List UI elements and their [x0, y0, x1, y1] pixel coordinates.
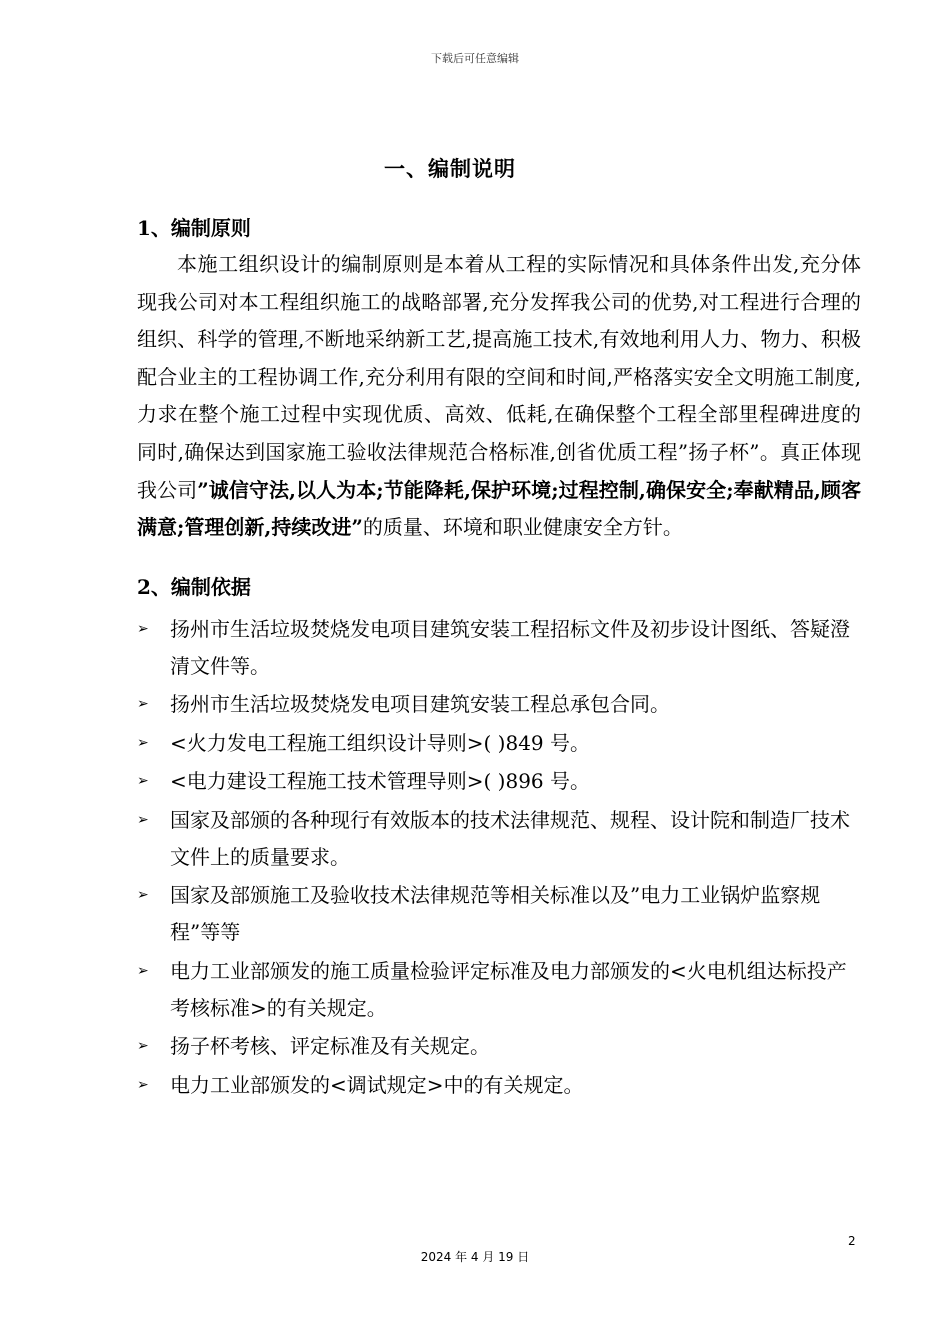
list-item-text: 国家及部颁的各种现行有效版本的技术法律规范、规程、设计院和制造厂技术文件上的质量要求。	[170, 807, 850, 869]
footer-date: 2024 年 4 月 19 日	[420, 1250, 530, 1264]
list-item-text: 电力工业部颁发的施工质量检验评定标准及电力部颁发的<火电机组达标投产考核标准>的有关规定。	[170, 958, 847, 1020]
list-item-text: 扬州市生活垃圾焚烧发电项目建筑安装工程招标文件及初步设计图纸、答疑澄清文件等。	[170, 616, 850, 678]
list-item-text: <火力发电工程施工组织设计导则>( )849 号。	[170, 730, 591, 755]
list-item	[137, 802, 861, 876]
list-item	[137, 611, 861, 685]
principles-paragraph	[137, 246, 861, 547]
document-title: 一、编制说明	[384, 156, 516, 181]
list-item-text: 国家及部颁施工及验收技术法律规范等相关标准以及”电力工业锅炉监察规程”等等	[170, 883, 821, 945]
arrow-bullet-icon: ➢	[137, 962, 149, 979]
list-item	[137, 1028, 861, 1065]
arrow-bullet-icon: ➢	[137, 773, 149, 790]
list-item	[137, 877, 861, 951]
document-body	[137, 210, 861, 1105]
list-item-text: 扬州市生活垃圾焚烧发电项目建筑安装工程总承包合同。	[170, 692, 670, 717]
section-heading-principles: 1、编制原则	[137, 216, 251, 240]
arrow-bullet-icon: ➢	[137, 811, 149, 828]
list-item	[137, 725, 861, 762]
list-item	[137, 1067, 861, 1104]
arrow-bullet-icon: ➢	[137, 1076, 149, 1093]
arrow-bullet-icon: ➢	[137, 734, 149, 751]
list-item	[137, 953, 861, 1027]
list-item-text: <电力建设工程施工技术管理导则>( )896 号。	[170, 769, 591, 794]
list-item	[137, 686, 861, 723]
arrow-bullet-icon: ➢	[137, 620, 149, 637]
basis-list	[137, 611, 861, 1104]
page-number: 2	[848, 1234, 856, 1248]
list-item-text: 扬子杯考核、评定标准及有关规定。	[170, 1034, 490, 1059]
principles-text: 本施工组织设计的编制原则是本着从工程的实际情况和具体条件出发,充分体现我公司对本工程组织施工的战略部署,充分发挥我公司的优势,对工程进行合理的组织、科学的管理,不断地采纳新工艺,提高施工技术,有效地利用人力、物力、积极配合业主的工程协调工作,充分利用有限的空间和时间,严格落实安全文明施工制度,力求在整个施工过程中实现优质、高效、低耗,在确保整个工程全部里程碑进度的同时,确保达到国家施工验收法律规范合格标准,创省优质工程”扬子杯”。真正体现我公司	[137, 252, 861, 502]
list-item	[137, 763, 861, 800]
list-item-text: 电力工业部颁发的<调试规定>中的有关规定。	[170, 1072, 584, 1097]
section-heading-basis: 2、编制依据	[137, 574, 251, 599]
arrow-bullet-icon: ➢	[137, 1038, 149, 1055]
principles-motto: ”诚信守法,以人为本;节能降耗,保护环境;过程控制,确保安全;奉献精品,顾客满意;管理创新,持续改进”	[137, 477, 861, 540]
principles-text-end: 的质量、环境和职业健康安全方针。	[362, 515, 683, 540]
arrow-bullet-icon: ➢	[137, 696, 149, 713]
page-header: 下载后可任意编辑	[431, 52, 519, 65]
arrow-bullet-icon: ➢	[137, 887, 149, 904]
